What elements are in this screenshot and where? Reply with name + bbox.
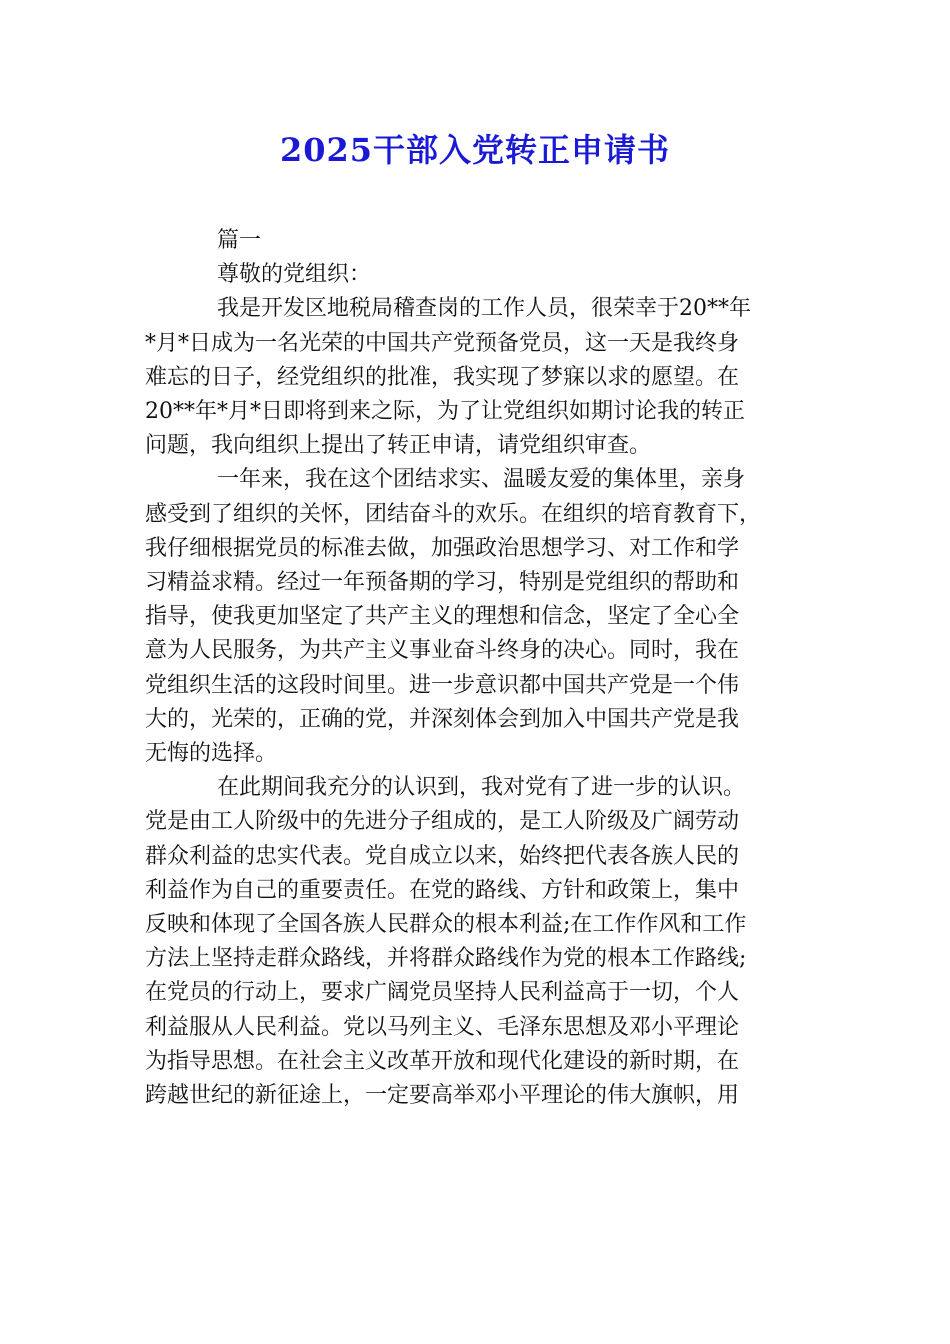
document-title: 2025干部入党转正申请书 bbox=[279, 131, 671, 169]
paragraph-line: 跨越世纪的新征途上，一定要高举邓小平理论的伟大旗帜，用 bbox=[145, 1083, 740, 1109]
document-body bbox=[145, 224, 805, 1113]
paragraph-line: 在党员的行动上，要求广阔党员坚持人民利益高于一切，个人 bbox=[145, 980, 740, 1006]
paragraph-line: 为指导思想。在社会主义改革开放和现代化建设的新时期，在 bbox=[145, 1048, 740, 1074]
paragraph-line: 难忘的日子，经党组织的批准，我实现了梦寐以求的愿望。在 bbox=[145, 364, 740, 390]
section-label: 篇一 bbox=[217, 228, 262, 253]
paragraph-line: *月*日成为一名光荣的中国共产党预备党员，这一天是我终身 bbox=[145, 330, 740, 356]
paragraph-line: 我是开发区地税局稽查岗的工作人员，很荣幸于20**年 bbox=[217, 296, 751, 322]
salutation: 尊敬的党组织： bbox=[217, 262, 372, 288]
paragraph-line: 问题，我向组织上提出了转正申请，请党组织审查。 bbox=[145, 433, 652, 459]
paragraph-3 bbox=[145, 771, 805, 1113]
paragraph-line: 利益作为自己的重要责任。在党的路线、方针和政策上，集中 bbox=[145, 877, 740, 903]
paragraph-line: 党组织生活的这段时间里。进一步意识都中国共产党是一个伟 bbox=[145, 672, 740, 698]
paragraph-line: 意为人民服务，为共产主义事业奋斗终身的决心。同时，我在 bbox=[145, 638, 740, 664]
paragraph-line: 指导，使我更加坚定了共产主义的理想和信念，坚定了全心全 bbox=[145, 604, 740, 630]
paragraph-line: 20**年*月*日即将到来之际，为了让党组织如期讨论我的转正 bbox=[145, 399, 745, 425]
paragraph-line: 党是由工人阶级中的先进分子组成的，是工人阶级及广阔劳动 bbox=[145, 809, 740, 835]
paragraph-line: 大的，光荣的，正确的党，并深刻体会到加入中国共产党是我 bbox=[145, 706, 740, 732]
paragraph-line: 习精益求精。经过一年预备期的学习，特别是党组织的帮助和 bbox=[145, 570, 740, 596]
paragraph-1 bbox=[145, 292, 805, 463]
paragraph-line: 无悔的选择。 bbox=[145, 741, 278, 767]
paragraph-2 bbox=[145, 463, 805, 771]
paragraph-line: 一年来，我在这个团结求实、温暖友爱的集体里，亲身 bbox=[217, 467, 746, 493]
paragraph-line: 感受到了组织的关怀，团结奋斗的欢乐。在组织的培育教育下， bbox=[145, 501, 762, 527]
paragraph-line: 群众利益的忠实代表。党自成立以来，始终把代表各族人民的 bbox=[145, 843, 740, 869]
paragraph-line: 反映和体现了全国各族人民群众的根本利益;在工作作风和工作 bbox=[145, 912, 747, 938]
paragraph-line: 我仔细根据党员的标准去做，加强政治思想学习、对工作和学 bbox=[145, 535, 740, 561]
paragraph-line: 利益服从人民利益。党以马列主义、毛泽东思想及邓小平理论 bbox=[145, 1014, 740, 1040]
paragraph-line: 在此期间我充分的认识到，我对党有了进一步的认识。 bbox=[217, 775, 746, 801]
paragraph-line: 方法上坚持走群众路线，并将群众路线作为党的根本工作路线; bbox=[145, 946, 747, 972]
